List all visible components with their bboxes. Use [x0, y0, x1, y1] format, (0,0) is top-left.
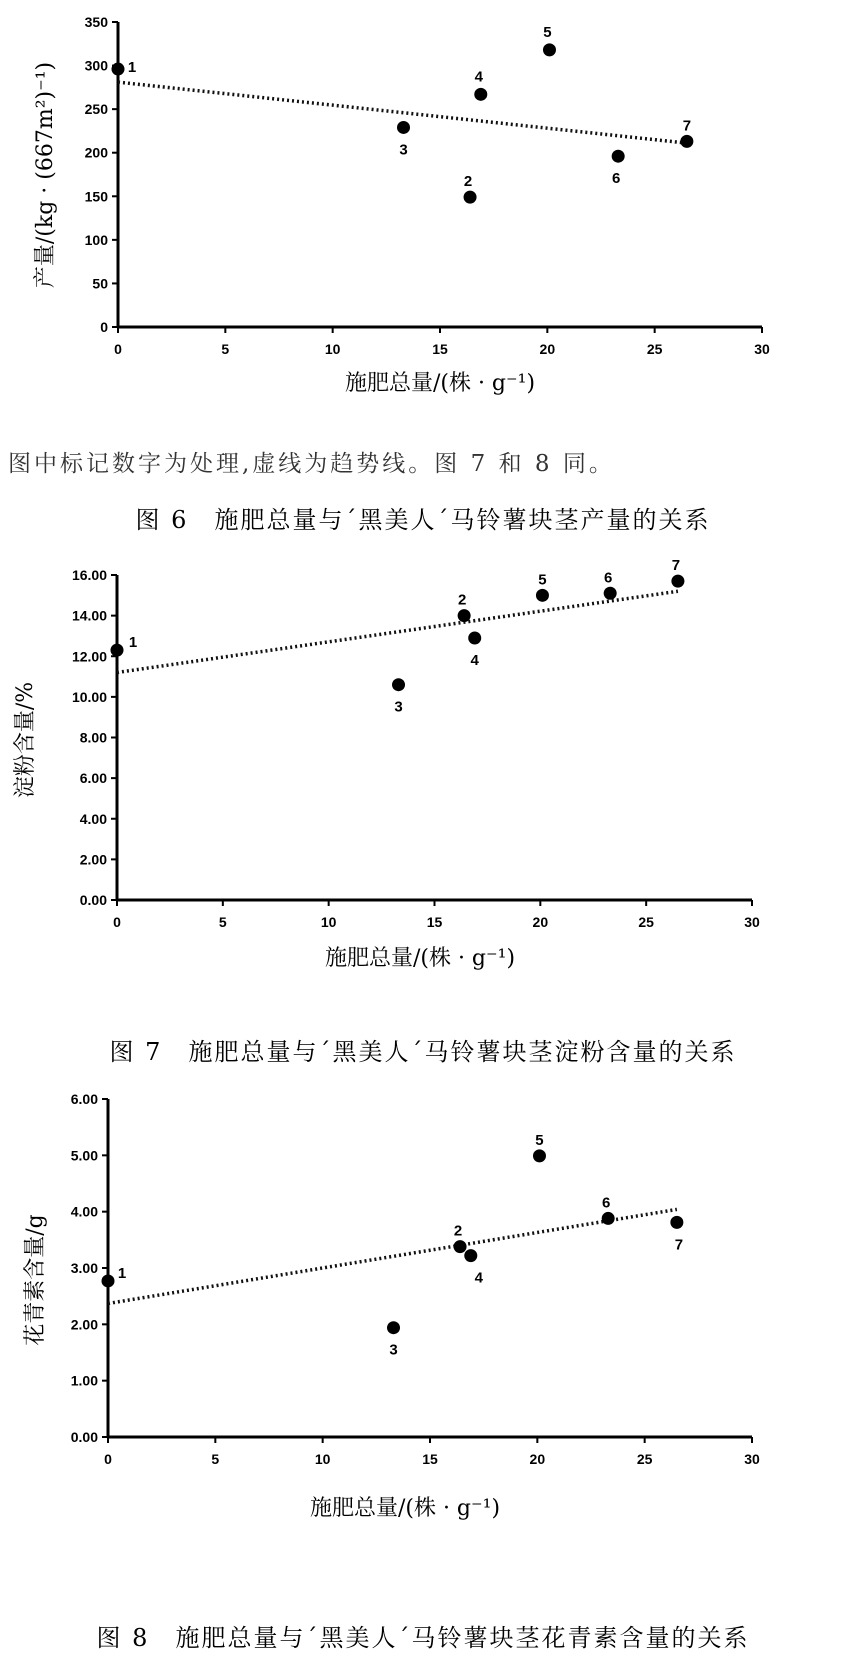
x-tick-label: 15: [426, 914, 443, 930]
y-tick-label: 350: [84, 14, 108, 30]
y-tick-label: 4.00: [70, 1203, 98, 1220]
y-tick-label: 14.00: [71, 607, 107, 624]
y-tick-label: 8.00: [79, 729, 107, 746]
point-label-6: 6: [604, 569, 613, 587]
y-tick-label: 4.00: [79, 810, 107, 827]
data-point-1: [111, 644, 124, 657]
data-point-6: [612, 150, 625, 163]
y-tick-label: 2.00: [70, 1316, 98, 1333]
x-tick-label: 20: [529, 1451, 546, 1467]
data-point-6: [604, 587, 617, 600]
data-point-4: [474, 88, 487, 101]
x-tick-label: 0: [113, 914, 121, 930]
point-label-1: 1: [128, 634, 138, 652]
x-tick-label: 5: [218, 914, 227, 930]
data-point-2: [464, 191, 477, 204]
y-axis-label: 淀粉含量/%: [13, 681, 38, 799]
point-label-6: 6: [602, 1194, 611, 1212]
point-label-5: 5: [538, 571, 547, 589]
data-point-7: [670, 1216, 683, 1229]
y-tick-label: 1.00: [70, 1372, 98, 1389]
x-tick-label: 25: [638, 914, 654, 930]
x-tick-label: 30: [744, 1451, 760, 1467]
data-point-3: [397, 121, 410, 134]
point-label-6: 6: [612, 170, 621, 188]
y-tick-label: 6.00: [70, 1091, 98, 1107]
y-tick-label: 12.00: [71, 648, 107, 665]
y-tick-label: 2.00: [79, 851, 107, 868]
x-axis-label: 施肥总量/(株 · g⁻¹): [324, 946, 516, 971]
data-point-7: [680, 135, 693, 148]
point-label-4: 4: [474, 1269, 483, 1287]
y-tick-label: 0.00: [70, 1429, 98, 1445]
x-tick-label: 25: [636, 1451, 653, 1467]
yield-chart: [0, 0, 846, 415]
x-tick-label: 0: [114, 341, 122, 357]
trend-line: [117, 591, 678, 672]
x-tick-label: 10: [314, 1451, 331, 1467]
point-label-2: 2: [453, 1222, 463, 1240]
y-tick-label: 5.00: [70, 1147, 98, 1164]
data-point-5: [536, 589, 549, 602]
x-tick-label: 20: [532, 914, 549, 930]
data-point-5: [543, 43, 556, 56]
figure-note: 图中标记数字为处理,虚线为趋势线。图 7 和 8 同。: [8, 451, 615, 477]
point-label-3: 3: [394, 698, 403, 716]
x-axis-label: 施肥总量/(株 · g⁻¹): [309, 1496, 501, 1521]
x-tick-label: 30: [744, 914, 760, 930]
y-tick-label: 200: [84, 144, 108, 161]
point-label-7: 7: [674, 1236, 684, 1254]
data-point-3: [392, 678, 405, 691]
x-tick-label: 10: [320, 914, 337, 930]
anthocyanin-chart: [0, 1085, 846, 1610]
x-tick-label: 30: [754, 341, 770, 357]
y-tick-label: 150: [84, 188, 108, 205]
y-tick-label: 250: [84, 101, 108, 118]
point-label-1: 1: [117, 1264, 127, 1282]
trend-line: [118, 82, 687, 143]
data-point-6: [602, 1212, 615, 1225]
point-label-2: 2: [463, 173, 473, 191]
data-point-1: [102, 1274, 115, 1287]
data-point-4: [464, 1249, 477, 1262]
data-point-2: [454, 1240, 467, 1253]
data-point-1: [112, 63, 125, 76]
point-label-5: 5: [535, 1131, 544, 1149]
point-label-2: 2: [457, 591, 467, 609]
x-tick-label: 20: [539, 341, 556, 357]
x-tick-label: 25: [646, 341, 663, 357]
trend-line: [108, 1209, 677, 1303]
y-tick-label: 50: [92, 275, 108, 292]
point-label-3: 3: [389, 1341, 398, 1359]
figure-6-caption: 图 6 施肥总量与´黑美人´马铃薯块茎产量的关系: [135, 506, 711, 534]
point-label-5: 5: [543, 23, 552, 41]
y-tick-label: 0: [100, 319, 108, 335]
data-point-7: [671, 575, 684, 588]
y-tick-label: 0.00: [79, 892, 107, 908]
y-tick-label: 10.00: [71, 688, 107, 705]
x-tick-label: 0: [104, 1451, 112, 1467]
data-point-4: [468, 631, 481, 644]
y-axis-label: 花青素含量/g: [23, 1214, 48, 1346]
y-tick-label: 6.00: [79, 770, 107, 787]
point-label-7: 7: [671, 560, 681, 575]
starch-chart: [0, 560, 846, 1020]
y-tick-label: 3.00: [70, 1260, 98, 1276]
y-tick-label: 100: [84, 231, 108, 248]
point-label-3: 3: [399, 141, 408, 159]
x-tick-label: 5: [211, 1451, 220, 1467]
y-axis-label: 产量/(kg · (667m²)⁻¹): [33, 61, 58, 289]
point-label-4: 4: [470, 651, 479, 669]
data-point-3: [387, 1321, 400, 1334]
x-tick-label: 10: [324, 341, 341, 357]
point-label-7: 7: [682, 117, 692, 135]
point-label-4: 4: [474, 68, 483, 86]
x-tick-label: 5: [221, 341, 230, 357]
y-tick-label: 300: [84, 57, 108, 74]
x-axis-label: 施肥总量/(株 · g⁻¹): [344, 371, 536, 396]
data-point-5: [533, 1149, 546, 1162]
x-tick-label: 15: [422, 1451, 438, 1467]
x-tick-label: 15: [432, 341, 448, 357]
figure-7-caption: 图 7 施肥总量与´黑美人´马铃薯块茎淀粉含量的关系: [109, 1038, 737, 1066]
point-label-1: 1: [127, 59, 137, 77]
y-tick-label: 16.00: [71, 567, 107, 583]
data-point-2: [458, 609, 471, 622]
figure-8-caption: 图 8 施肥总量与´黑美人´马铃薯块茎花青素含量的关系: [96, 1624, 750, 1652]
